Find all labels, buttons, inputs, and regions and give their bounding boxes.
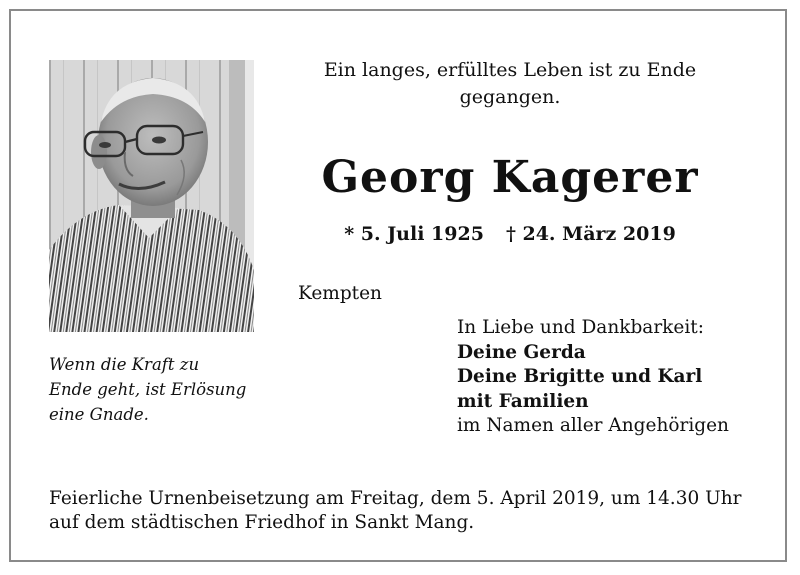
relatives-line: im Namen aller Angehörigen	[457, 415, 729, 436]
gratitude-line: In Liebe und Dankbarkeit:	[457, 317, 704, 338]
mourner-line: Deine Gerda	[457, 341, 586, 363]
place-name: Kempten	[298, 283, 382, 304]
ceremony-line: auf dem städtischen Friedhof in Sankt Mang.	[49, 512, 475, 533]
ceremony-info	[49, 487, 769, 535]
life-dates	[300, 220, 720, 248]
signoff-block	[457, 316, 787, 439]
mourner-line: Deine Brigitte und Karl	[457, 366, 703, 387]
ceremony-line: Feierliche Urnenbeisetzung am Freitag, dem 5. April 2019, um 14.30 Uhr	[49, 488, 742, 509]
portrait-photo	[49, 60, 254, 332]
birth-date: * 5. Juli 1925	[344, 223, 484, 245]
deceased-name: Georg Kagerer	[321, 152, 699, 203]
intro-text: Ein langes, erfülltes Leben ist zu Ende gegangen.	[323, 59, 697, 108]
mourner-line: mit Familien	[457, 390, 589, 412]
memorial-quote: Wenn die Kraft zu Ende geht, ist Erlösung eine Gnade.	[49, 355, 247, 424]
death-date: † 24. März 2019	[505, 223, 676, 245]
